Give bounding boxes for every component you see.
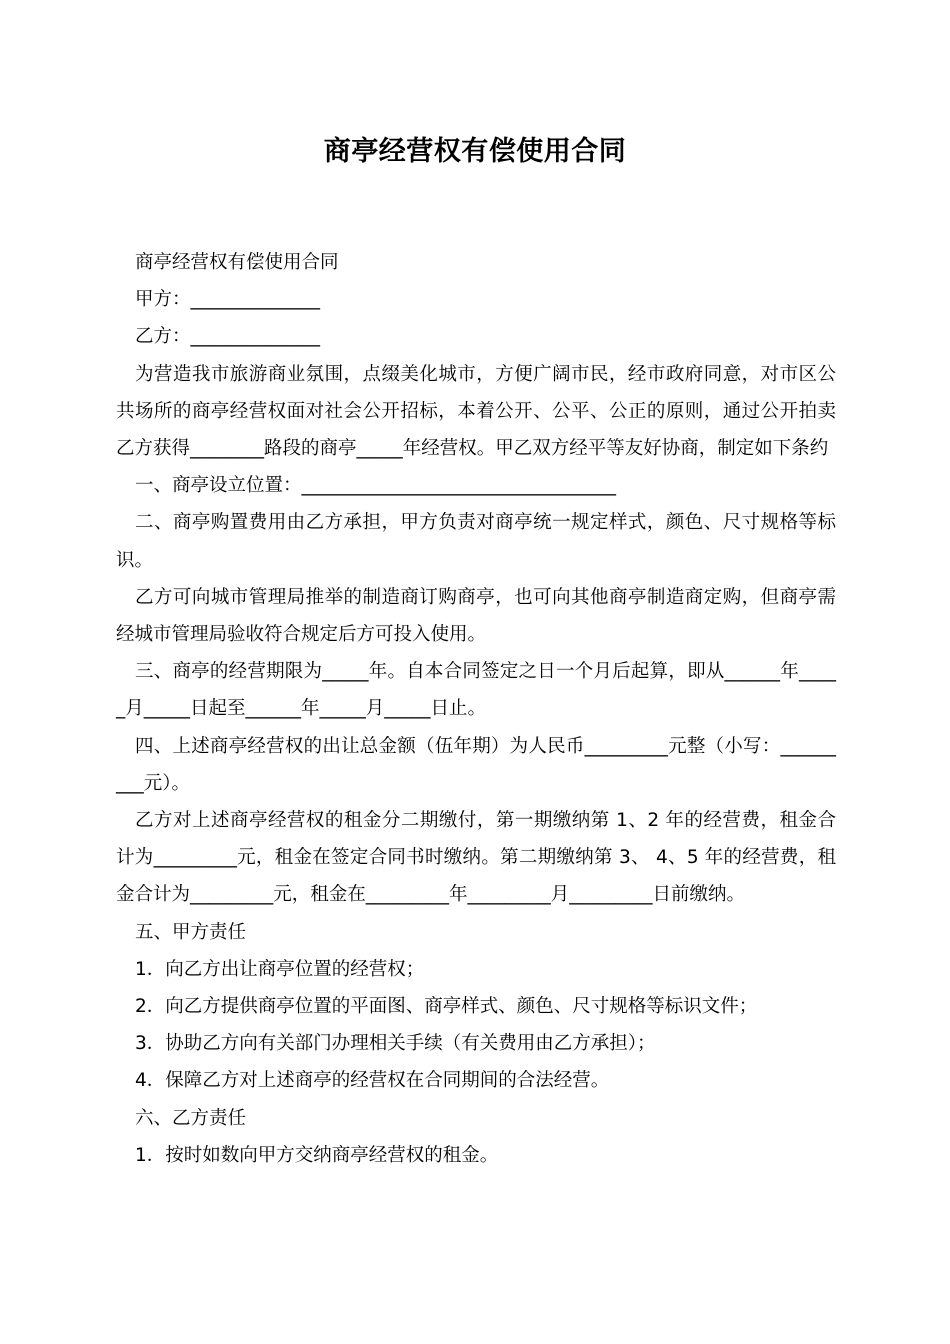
paragraph-clause-1: 一、商亭设立位置：__________________________________ <box>135 475 617 497</box>
paragraph-clause-5-item-2: 2．向乙方提供商亭位置的平面图、商亭样式、颜色、尺寸规格等标识文件； <box>135 996 758 1018</box>
paragraph-clause-5-item-3: 3．协助乙方向有关部门办理相关手续（有关费用由乙方承担）； <box>135 1033 656 1055</box>
paragraph-clause-2: 二、商亭购置费用由乙方承担，甲方负责对商亭统一规定样式，颜色、尺寸规格等标识。 <box>116 512 836 571</box>
paragraph-clause-2-note: 乙方可向城市管理局推举的制造商订购商亭，也可向其他商亭制造商定购，但商亭需经城市管理局验收符合规定后方可投入使用。 <box>116 586 836 646</box>
paragraph-clause-5-item-1: 1．向乙方出让商亭位置的经营权； <box>135 958 425 980</box>
paragraph-clause-6-heading: 六、乙方责任 <box>135 1107 247 1129</box>
paragraph-party-a: 甲方：______________ <box>135 289 321 311</box>
paragraph-clause-5-item-4: 4．保障乙方对上述商亭的经营权在合同期间的合法经营。 <box>135 1070 610 1092</box>
document-body <box>116 244 836 1174</box>
paragraph-heading: 商亭经营权有偿使用合同 <box>135 252 339 273</box>
paragraph-party-b: 乙方：______________ <box>135 326 321 348</box>
paragraph-preamble: 为营造我市旅游商业氛围，点缀美化城市，方便广阔市民，经市政府同意，对市区公共场所的商亭经营权面对社会公开招标，本着公开、公平、公正的原则，通过公开拍卖乙方获得________路段的商亭_____年经营权。甲乙双方经平等友好协商，制定如下条约 <box>116 363 836 460</box>
paragraph-clause-4-payment: 乙方对上述商亭经营权的租金分二期缴付，第一期缴纳第 1、2 年的经营费，租金合计为_________元，租金在签定合同书时缴纳。第二期缴纳第 3、 4、5 年的经营费，租金合计为_________元，租金在_________年_________月_________日前缴纳。 <box>116 810 836 906</box>
paragraph-clause-4: 四、上述商亭经营权的出让总金额（伍年期）为人民币_________元整（小写：_________元）。 <box>116 735 836 794</box>
paragraph-clause-3: 三、商亭的经营期限为_____年。自本合同签定之日一个月后起算，即从______年_____月_____日起至______年_____月_____日止。 <box>116 661 836 720</box>
document-title: 商亭经营权有偿使用合同 <box>323 136 627 167</box>
paragraph-clause-5-heading: 五、甲方责任 <box>135 921 247 943</box>
paragraph-clause-6-item-1: 1．按时如数向甲方交纳商亭经营权的租金。 <box>135 1144 499 1166</box>
